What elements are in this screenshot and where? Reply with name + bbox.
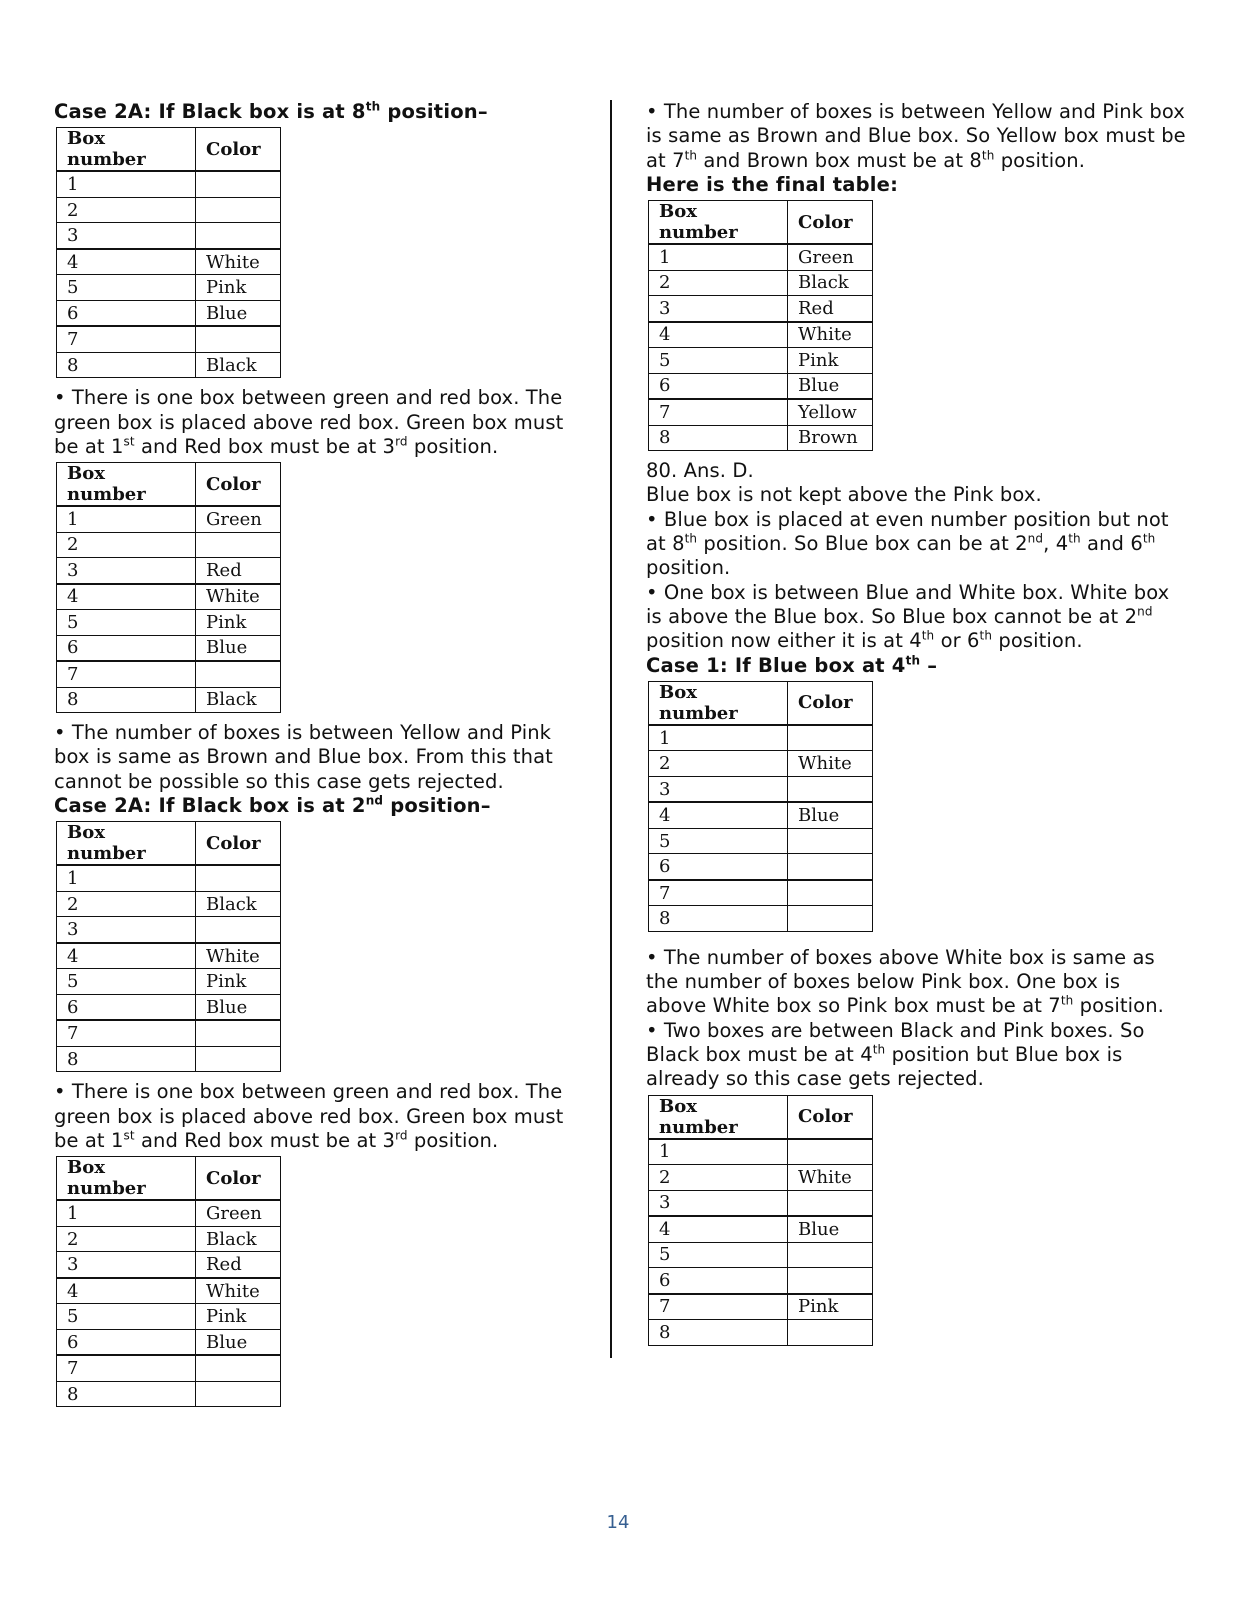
table-row — [57, 969, 281, 995]
table-row — [57, 610, 281, 636]
table-row — [649, 270, 873, 296]
box-number-cell: 1 — [649, 1139, 788, 1165]
box-number-header: Box number — [57, 1157, 196, 1201]
blue-pink-paragraph: Blue box is not kept above the Pink box. — [646, 483, 1042, 507]
box-number-cell: 1 — [57, 171, 196, 197]
white-pink-paragraph: • The number of boxes above White box is same as the number of boxes below Pink box. One box is above White box so Pink box must be at 7th position. — [646, 945, 1164, 1018]
table-row — [649, 802, 873, 828]
table-row — [649, 399, 873, 425]
box-number-cell: 7 — [57, 1355, 196, 1381]
table-row — [57, 171, 281, 197]
color-header: Color — [788, 1095, 873, 1139]
box-number-cell: 5 — [57, 1304, 196, 1330]
color-cell — [196, 1046, 281, 1072]
table-row — [649, 348, 873, 374]
color-cell: Green — [196, 1200, 281, 1226]
box-number-cell: 4 — [649, 1216, 788, 1242]
box-number-cell: 2 — [57, 891, 196, 917]
table-row — [57, 1226, 281, 1252]
table-row — [649, 725, 873, 751]
color-cell: Yellow — [788, 399, 873, 425]
table-row — [649, 1216, 873, 1242]
box-number-cell: 1 — [57, 865, 196, 891]
black-pink-paragraph: • Two boxes are between Black and Pink boxes. So Black box must be at 4th position but Blue box is already so this case gets rejected. — [646, 1018, 1145, 1091]
box-number-cell: 1 — [57, 1200, 196, 1226]
box-number-cell: 5 — [57, 969, 196, 995]
table-row — [57, 1329, 281, 1355]
color-cell: White — [788, 322, 873, 348]
box-number-header: Box number — [57, 463, 196, 507]
table-row — [57, 275, 281, 301]
color-cell: Red — [196, 1252, 281, 1278]
table-row — [57, 223, 281, 249]
table-row — [57, 326, 281, 352]
table-header-row — [649, 681, 873, 725]
table-row — [57, 1252, 281, 1278]
color-cell: Red — [196, 558, 281, 584]
blue-even-paragraph: • Blue box is placed at even number position but not at 8th position. So Blue box can be at 2nd, 4th and 6th position. — [646, 507, 1169, 580]
box-number-cell: 5 — [649, 348, 788, 374]
color-cell — [196, 1020, 281, 1046]
table-row — [57, 249, 281, 275]
case-1-heading: Case 1: If Blue box at 4th – — [646, 653, 938, 677]
box-number-header: Box number — [57, 822, 196, 866]
box-number-header: Box number — [649, 681, 788, 725]
color-cell — [788, 828, 873, 854]
table-row — [57, 197, 281, 223]
table-row — [57, 661, 281, 687]
table-row — [57, 1304, 281, 1330]
box-number-cell: 2 — [57, 197, 196, 223]
table-row — [57, 300, 281, 326]
table-row — [649, 776, 873, 802]
table-header-row — [57, 463, 281, 507]
color-cell — [788, 854, 873, 880]
color-cell: Pink — [196, 610, 281, 636]
color-cell: Pink — [196, 275, 281, 301]
color-cell: Green — [196, 506, 281, 532]
table-row — [649, 854, 873, 880]
box-number-header: Box number — [649, 1095, 788, 1139]
box-number-cell: 1 — [649, 725, 788, 751]
final-box-table — [648, 200, 873, 451]
color-cell — [788, 1139, 873, 1165]
yellow-brown-paragraph: • The number of boxes is between Yellow and Pink box is same as Brown and Blue box. So Yellow box must be at 7th and Brown box must be at 8th position. — [646, 100, 1186, 172]
green-red-paragraph: • There is one box between green and red box. The green box is placed above red box. Green box must be at 1st and Red box must be at 3rd position. — [54, 386, 564, 458]
box-table — [648, 1095, 873, 1346]
color-cell: White — [196, 943, 281, 969]
color-cell — [196, 661, 281, 687]
color-cell: Black — [196, 1226, 281, 1252]
table-row — [649, 751, 873, 777]
box-number-cell: 4 — [57, 249, 196, 275]
table-row — [649, 1139, 873, 1165]
color-cell — [196, 532, 281, 558]
table-row — [649, 1294, 873, 1320]
box-table — [56, 821, 281, 1072]
box-number-cell: 3 — [57, 558, 196, 584]
color-cell — [196, 223, 281, 249]
box-number-cell: 4 — [649, 322, 788, 348]
table-row — [649, 373, 873, 399]
page-number: 14 — [606, 1512, 630, 1533]
box-number-cell: 7 — [57, 661, 196, 687]
box-number-cell: 8 — [57, 1381, 196, 1407]
color-header: Color — [788, 201, 873, 245]
box-table — [56, 127, 281, 378]
box-number-cell: 6 — [649, 854, 788, 880]
green-red-paragraph: • There is one box between green and red box. The green box is placed above red box. Green box must be at 1st and Red box must be at 3rd position. — [54, 1080, 564, 1152]
box-number-cell: 7 — [649, 399, 788, 425]
right-column — [646, 100, 1186, 1354]
color-cell — [788, 1268, 873, 1294]
table-row — [57, 865, 281, 891]
table-row — [649, 322, 873, 348]
color-cell — [788, 1320, 873, 1346]
table-row — [57, 584, 281, 610]
color-cell — [788, 725, 873, 751]
color-cell: Pink — [196, 969, 281, 995]
table-row — [649, 828, 873, 854]
color-cell: Blue — [788, 1216, 873, 1242]
color-cell: Blue — [196, 300, 281, 326]
box-number-cell: 3 — [57, 917, 196, 943]
table-row — [57, 506, 281, 532]
color-cell: Blue — [196, 635, 281, 661]
table-row — [649, 425, 873, 451]
table-row — [57, 352, 281, 378]
box-number-cell: 6 — [57, 994, 196, 1020]
color-cell: Red — [788, 296, 873, 322]
box-number-cell: 7 — [57, 326, 196, 352]
color-cell — [196, 1381, 281, 1407]
table-header-row — [57, 1157, 281, 1201]
box-number-cell: 3 — [57, 1252, 196, 1278]
color-header: Color — [788, 681, 873, 725]
box-number-cell: 3 — [649, 296, 788, 322]
box-table — [56, 1156, 281, 1407]
color-cell: White — [788, 751, 873, 777]
color-cell: White — [788, 1165, 873, 1191]
box-table — [56, 462, 281, 713]
answer-label: 80. Ans. D. — [646, 459, 754, 483]
table-row — [649, 244, 873, 270]
box-number-cell: 6 — [649, 1268, 788, 1294]
color-header: Color — [196, 463, 281, 507]
table-header-row — [57, 822, 281, 866]
table-row — [57, 1046, 281, 1072]
table-header-row — [649, 201, 873, 245]
box-number-cell: 8 — [649, 425, 788, 451]
final-table-heading: Here is the final table: — [646, 172, 899, 196]
table-header-row — [57, 128, 281, 172]
table-row — [57, 532, 281, 558]
color-cell: Blue — [788, 373, 873, 399]
left-column — [54, 100, 584, 1415]
box-number-cell: 2 — [57, 1226, 196, 1252]
table-row — [57, 1020, 281, 1046]
color-cell: Green — [788, 244, 873, 270]
table-row — [649, 1190, 873, 1216]
table-row — [57, 891, 281, 917]
table-row — [57, 558, 281, 584]
box-table — [648, 681, 873, 932]
color-cell — [788, 776, 873, 802]
column-divider — [610, 100, 612, 1358]
box-number-cell: 2 — [649, 751, 788, 777]
box-number-cell: 8 — [649, 906, 788, 932]
box-number-cell: 1 — [649, 244, 788, 270]
color-cell: White — [196, 584, 281, 610]
color-cell: Brown — [788, 425, 873, 451]
color-header: Color — [196, 1157, 281, 1201]
box-number-cell: 8 — [57, 1046, 196, 1072]
box-number-cell: 6 — [57, 300, 196, 326]
table-row — [649, 1320, 873, 1346]
box-number-cell: 5 — [649, 828, 788, 854]
color-cell: Blue — [196, 1329, 281, 1355]
box-number-cell: 5 — [649, 1242, 788, 1268]
case-2a-black-8-heading: Case 2A: If Black box is at 8th position– — [54, 99, 488, 123]
box-number-cell: 2 — [649, 270, 788, 296]
table-row — [57, 994, 281, 1020]
box-number-header: Box number — [649, 201, 788, 245]
case-2a-black-2-heading: Case 2A: If Black box is at 2nd position– — [54, 793, 491, 818]
box-number-cell: 4 — [57, 1278, 196, 1304]
color-header: Color — [196, 822, 281, 866]
table-row — [57, 1200, 281, 1226]
box-number-cell: 5 — [57, 275, 196, 301]
box-number-cell: 4 — [649, 802, 788, 828]
box-number-cell: 7 — [57, 1020, 196, 1046]
box-number-cell: 2 — [57, 532, 196, 558]
box-number-cell: 6 — [57, 1329, 196, 1355]
color-cell: Pink — [196, 1304, 281, 1330]
color-cell: Blue — [196, 994, 281, 1020]
color-cell — [788, 906, 873, 932]
box-number-cell: 3 — [649, 776, 788, 802]
box-number-cell: 8 — [57, 687, 196, 713]
table-row — [57, 917, 281, 943]
color-cell — [788, 880, 873, 906]
color-cell: White — [196, 249, 281, 275]
table-row — [57, 635, 281, 661]
color-cell: Blue — [788, 802, 873, 828]
box-number-cell: 5 — [57, 610, 196, 636]
box-number-cell: 8 — [649, 1320, 788, 1346]
box-number-cell: 6 — [57, 635, 196, 661]
box-number-cell: 1 — [57, 506, 196, 532]
box-number-header: Box number — [57, 128, 196, 172]
color-cell: Pink — [788, 1294, 873, 1320]
table-row — [57, 943, 281, 969]
box-number-cell: 3 — [649, 1190, 788, 1216]
table-row — [649, 296, 873, 322]
table-row — [649, 1242, 873, 1268]
color-header: Color — [196, 128, 281, 172]
color-cell: White — [196, 1278, 281, 1304]
box-number-cell: 7 — [649, 880, 788, 906]
color-cell — [196, 197, 281, 223]
table-row — [649, 880, 873, 906]
box-number-cell: 6 — [649, 373, 788, 399]
table-row — [649, 906, 873, 932]
yellow-pink-rejected-paragraph: • The number of boxes is between Yellow and Pink box is same as Brown and Blue box. From this that cannot be possible so this case gets rejected. — [54, 721, 553, 793]
box-number-cell: 4 — [57, 584, 196, 610]
color-cell: Black — [196, 687, 281, 713]
box-number-cell: 2 — [649, 1165, 788, 1191]
blue-white-paragraph: • One box is between Blue and White box. White box is above the Blue box. So Blue box cannot be at 2nd position now either it is at 4th or 6th position. — [646, 580, 1170, 653]
color-cell — [788, 1190, 873, 1216]
color-cell — [196, 865, 281, 891]
color-cell — [196, 326, 281, 352]
color-cell: Black — [788, 270, 873, 296]
table-header-row — [649, 1095, 873, 1139]
color-cell — [788, 1242, 873, 1268]
box-number-cell: 7 — [649, 1294, 788, 1320]
color-cell — [196, 917, 281, 943]
color-cell: Black — [196, 352, 281, 378]
box-number-cell: 4 — [57, 943, 196, 969]
color-cell: Black — [196, 891, 281, 917]
table-row — [57, 1355, 281, 1381]
table-row — [649, 1268, 873, 1294]
table-row — [57, 1381, 281, 1407]
box-number-cell: 3 — [57, 223, 196, 249]
color-cell — [196, 171, 281, 197]
color-cell — [196, 1355, 281, 1381]
table-row — [57, 1278, 281, 1304]
box-number-cell: 8 — [57, 352, 196, 378]
table-row — [649, 1165, 873, 1191]
color-cell: Pink — [788, 348, 873, 374]
table-row — [57, 687, 281, 713]
